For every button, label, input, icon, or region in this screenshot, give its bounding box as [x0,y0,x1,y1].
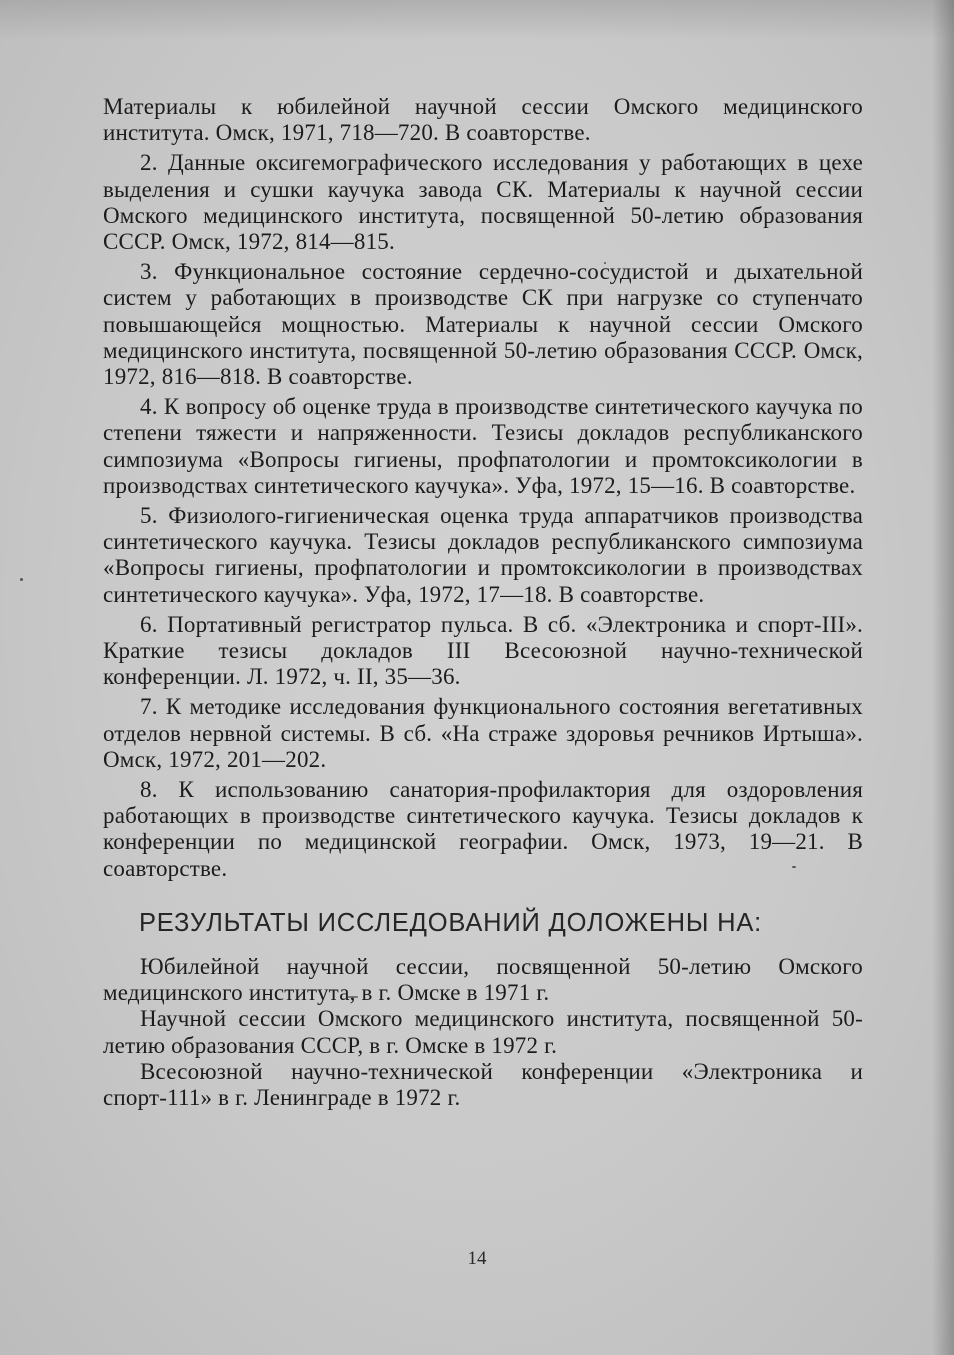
bibliography-entry: 4. К вопросу об оценке труда в производстве синтетического каучука по степени тяжести и напряженности. Тезисы докладов республиканского симпозиума «Вопросы гигиены, профпатологии и промтоксикологии в производствах синтетического каучука». Уфа, 1972, 15—16. В соавторстве. [103,394,863,498]
page-content [103,94,863,1111]
page-top-shadow [0,0,954,40]
bibliography-entry: 3. Функциональное состояние сердечно-сосудистой и дыхательной систем у работающих в производстве СК при нагрузке со ступенчато повышающейся мощностью. Материалы к научной сессии Омского медицинского института, посвященной 50-летию образования СССР. Омск, 1972, 816—818. В соавторстве. [103,259,863,390]
section-heading: РЕЗУЛЬТАТЫ ИССЛЕДОВАНИЙ ДОЛОЖЕНЫ НА: [139,908,763,937]
bibliography-entry: 7. К методике исследования функционального состояния вегетативных отделов нервной системы. В сб. «На страже здоровья речников Иртыша». Омск, 1972, 201—202. [103,694,863,772]
report-entry: Научной сессии Омского медицинского института, посвященной 50-летию образования СССР, в г. Омске в 1972 г. [103,1006,863,1058]
page-number: 14 [467,1248,487,1269]
scan-speck [20,578,23,581]
report-entry: Юбилейной научной сессии, посвященной 50-летию Омского медицинского института, в г. Омске в 1971 г. [103,953,863,1006]
report-entry: Всесоюзной научно-технической конференции «Электроника и спорт-111» в г. Ленинграде в 1972 г. [103,1058,863,1110]
bibliography-entry: Материалы к юбилейной научной сессии Омского медицинского института. Омск, 1971, 718—720. В соавторстве. [103,94,863,146]
bibliography-entry: 8. К использованию санатория-профилактория для оздоровления работающих в производстве синтетического каучука. Тезисы докладов к конференции по медицинской географии. Омск, 1973, 19—21. В соавторстве. [103,777,863,881]
bibliography-entry: 5. Физиолого-гигиеническая оценка труда аппаратчиков производства синтетического каучука. Тезисы докладов республиканского симпозиума «Вопросы гигиены, профпатологии и промтоксикологии в производствах синтетического каучука». Уфа, 1972, 17—18. В соавторстве. [103,503,863,607]
bibliography-entry: 6. Портативный регистратор пульса. В сб. «Электроника и спорт-III». Краткие тезисы докладов III Всесоюзной научно-технической конференции. Л. 1972, ч. II, 35—36. [103,611,863,690]
page-edge-shadow [932,0,954,1355]
bibliography-entry: 2. Данные оксигемографического исследования у работающих в цехе выделения и сушки каучука завода СК. Материалы к научной сессии Омского медицинского института, посвященной 50-летию образования СССР. Омск, 1972, 814—815. [103,150,863,255]
